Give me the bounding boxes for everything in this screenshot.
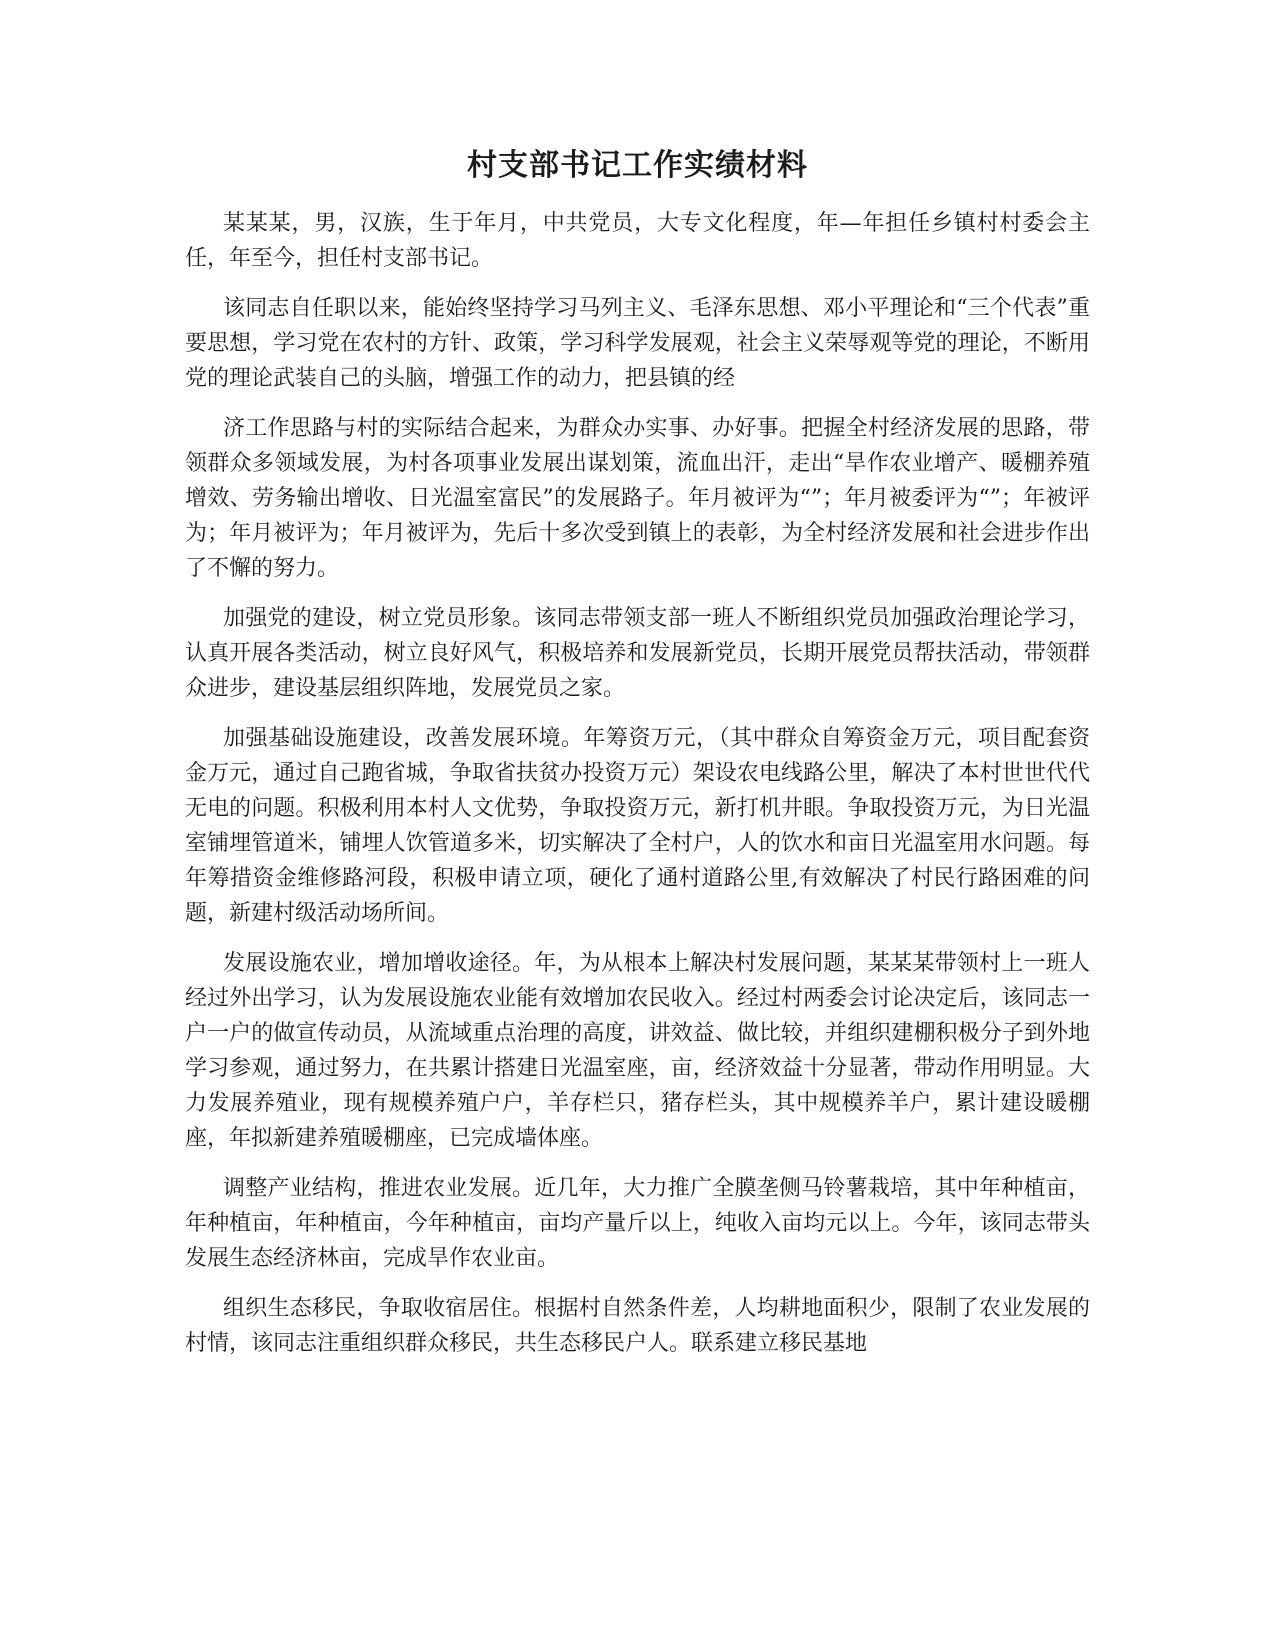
paragraph-6: 发展设施农业，增加增收途径。年，为从根本上解决村发展问题，某某某带领村上一班人经过外出学习，认为发展设施农业能有效增加农民收入。经过村两委会讨论决定后，该同志一户一户的做宣传动员，从流域重点治理的高度，讲效益、做比较，并组织建棚积极分子到外地学习参观，通过努力，在共累计搭建日光温室座，亩，经济效益十分显著，带动作用明显。大力发展养殖业，现有规模养殖户户，羊存栏只，猪存栏头，其中规模养羊户，累计建设暖棚座，年拟新建养殖暖棚座，已完成墙体座。 — [185, 951, 1090, 1151]
document-title: 村支部书记工作实绩材料 — [467, 148, 808, 183]
document-page — [185, 140, 1090, 1376]
paragraph-2: 该同志自任职以来，能始终坚持学习马列主义、毛泽东思想、邓小平理论和“三个代表”重要思想，学习党在农村的方针、政策，学习科学发展观，社会主义荣辱观等党的理论，不断用党的理论武装自己的头脑，增强工作的动力，把县镇的经 — [185, 296, 1090, 391]
paragraph-4: 加强党的建设，树立党员形象。该同志带领支部一班人不断组织党员加强政治理论学习，认真开展各类活动，树立良好风气，积极培养和发展新党员，长期开展党员帮扶活动，带领群众进步，建设基层组织阵地，发展党员之家。 — [185, 606, 1090, 701]
paragraph-8: 组织生态移民，争取收宿居住。根据村自然条件差，人均耕地面积少，限制了农业发展的村情，该同志注重组织群众移民，共生态移民户人。联系建立移民基地 — [185, 1296, 1090, 1356]
paragraph-7: 调整产业结构，推进农业发展。近几年，大力推广全膜垄侧马铃薯栽培，其中年种植亩，年种植亩，年种植亩，今年种植亩，亩均产量斤以上，纯收入亩均元以上。今年，该同志带头发展生态经济林亩，完成旱作农业亩。 — [185, 1176, 1090, 1271]
paragraph-3: 济工作思路与村的实际结合起来，为群众办实事、办好事。把握全村经济发展的思路，带领群众多领域发展，为村各项事业发展出谋划策，流血出汗，走出“旱作农业增产、暖棚养殖增效、劳务输出增收、日光温室富民”的发展路子。年月被评为“”；年月被委评为“”；年被评为；年月被评为；年月被评为，先后十多次受到镇上的表彰，为全村经济发展和社会进步作出了不懈的努力。 — [185, 416, 1090, 581]
paragraph-1: 某某某，男，汉族，生于年月，中共党员，大专文化程度，年—年担任乡镇村村委会主任，年至今，担任村支部书记。 — [185, 211, 1090, 271]
paragraph-5: 加强基础设施建设，改善发展环境。年筹资万元，（其中群众自筹资金万元，项目配套资金万元，通过自己跑省城，争取省扶贫办投资万元）架设农电线路公里，解决了本村世世代代无电的问题。积极利用本村人文优势，争取投资万元，新打机井眼。争取投资万元，为日光温室铺埋管道米，铺埋人饮管道多米，切实解决了全村户，人的饮水和亩日光温室用水问题。每年筹措资金维修路河段，积极申请立项，硬化了通村道路公里,有效解决了村民行路困难的问题，新建村级活动场所间。 — [185, 726, 1090, 926]
